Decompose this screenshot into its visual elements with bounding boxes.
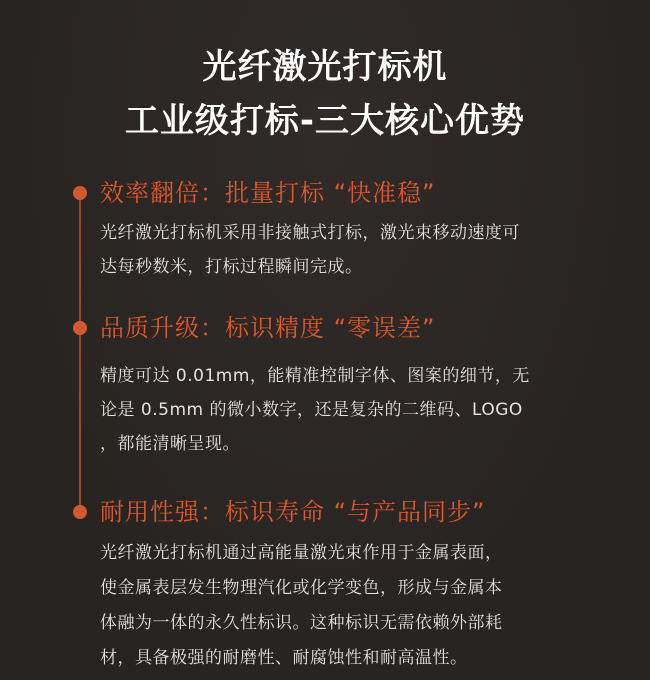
section-body	[100, 216, 600, 284]
body-line: 论是 0.5mm 的微小数字，还是复杂的二维码、LOGO	[100, 400, 523, 420]
bullet-dot-icon	[73, 321, 87, 335]
bullet-dot-icon	[73, 186, 87, 200]
main-title: 光纤激光打标机	[202, 47, 448, 87]
sub-title: 工业级打标-三大核心优势	[124, 101, 526, 141]
body-line: 光纤激光打标机通过高能量激光束作用于金属表面，	[100, 543, 503, 563]
bullet-dot-icon	[73, 505, 87, 519]
title-block	[0, 40, 650, 148]
body-line: 材，具备极强的耐磨性、耐腐蚀性和耐高温性。	[100, 648, 468, 668]
section-body	[100, 536, 600, 676]
body-line: 光纤激光打标机采用非接触式打标，激光束移动速度可	[100, 223, 520, 243]
body-line: 达每秒数米，打标过程瞬间完成。	[100, 257, 363, 277]
body-line: 精度可达 0.01mm，能精准控制字体、图案的细节，无	[100, 366, 530, 386]
body-line: ，都能清晰呈现。	[100, 434, 240, 454]
timeline-line	[79, 188, 81, 518]
section-heading: 耐用性强：标识寿命 “与产品同步”	[100, 498, 486, 526]
section-heading: 效率翻倍：批量打标 “快准稳”	[100, 179, 436, 207]
body-line: 使金属表层发生物理汽化或化学变色，形成与金属本	[100, 578, 503, 598]
body-line: 体融为一体的永久性标识。这种标识无需依赖外部耗	[100, 613, 503, 633]
section-heading: 品质升级：标识精度 “零误差”	[100, 314, 436, 342]
section-body	[100, 359, 600, 461]
